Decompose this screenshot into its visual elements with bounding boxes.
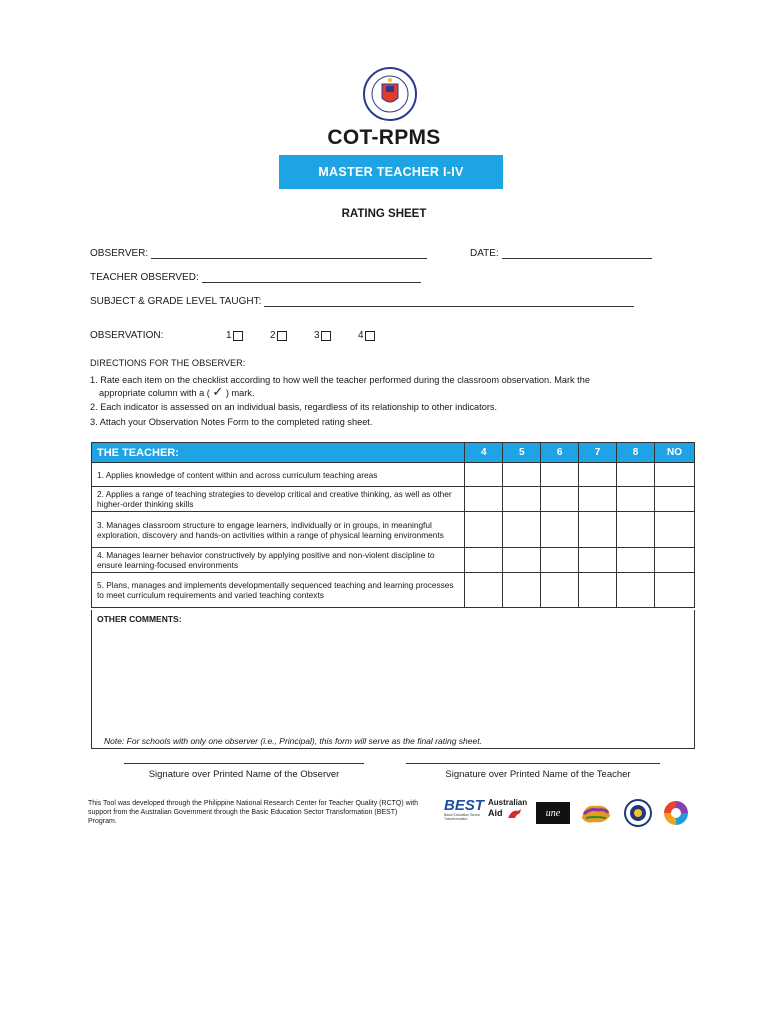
direction-text: appropriate column with a ( [99, 388, 210, 398]
rating-cell[interactable] [579, 463, 617, 487]
rating-cell[interactable] [579, 573, 617, 608]
rating-cell[interactable] [654, 463, 694, 487]
rating-cell[interactable] [465, 548, 503, 573]
une-logo-text: une [545, 807, 561, 819]
rating-cell[interactable] [465, 512, 503, 548]
observation-option-label: 1 [226, 330, 232, 341]
rctq-seal-logo [622, 798, 654, 828]
observation-option-1[interactable] [226, 330, 270, 341]
direction-item-3: 3. Attach your Observation Notes Form to the completed rating sheet. [90, 417, 373, 427]
observer-signature-line[interactable] [124, 763, 364, 764]
rating-cell[interactable] [617, 573, 655, 608]
une-logo [536, 802, 570, 824]
rating-cell[interactable] [617, 512, 655, 548]
rating-cell[interactable] [503, 512, 541, 548]
subject-grade-input-line[interactable] [264, 297, 634, 307]
directions-heading: DIRECTIONS FOR THE OBSERVER: [90, 358, 246, 368]
best-logo-text: BEST [444, 797, 485, 814]
rating-cell[interactable] [617, 463, 655, 487]
direction-item-1-cont [90, 384, 255, 399]
table-row [92, 487, 695, 512]
rating-cell[interactable] [541, 548, 579, 573]
rating-cell[interactable] [465, 463, 503, 487]
indicator-4: 4. Manages learner behavior constructively by applying positive and non-violent discipline to ensure learning-focused environments [92, 548, 465, 573]
direction-text: ) mark. [225, 388, 255, 398]
page-title: COT-RPMS [327, 126, 441, 149]
header-score-7: 7 [579, 443, 617, 463]
rating-cell[interactable] [579, 487, 617, 512]
indicator-5: 5. Plans, manages and implements developmentally sequenced teaching and learning processes to meet curriculum requirements and varied teaching contexts [92, 573, 465, 608]
partner-swirl-logo [660, 798, 692, 828]
teacher-signature-line[interactable] [406, 763, 660, 764]
header-score-5: 5 [503, 443, 541, 463]
checkmark-icon: ✓ [212, 384, 224, 399]
date-field[interactable] [470, 248, 652, 259]
rating-cell[interactable] [503, 548, 541, 573]
rating-cell[interactable] [503, 487, 541, 512]
aid-logo-row [488, 807, 532, 819]
checkbox[interactable] [233, 331, 243, 341]
directions-block [90, 357, 690, 431]
deped-seal-logo [355, 66, 425, 122]
subject-grade-field[interactable] [90, 296, 634, 307]
observation-option-2[interactable] [270, 330, 314, 341]
rating-cell[interactable] [654, 512, 694, 548]
kangaroo-icon [506, 807, 524, 819]
rating-cell[interactable] [541, 573, 579, 608]
indicator-3: 3. Manages classroom structure to engage learners, individually or in groups, in meaningful exploration, discovery and hands-on activities within a range of physical learning environments [92, 512, 465, 548]
other-comments-label: OTHER COMMENTS: [97, 614, 182, 624]
rating-cell[interactable] [654, 548, 694, 573]
direction-item-1 [90, 374, 690, 399]
header-no: NO [654, 443, 694, 463]
rating-cell[interactable] [541, 463, 579, 487]
position-banner: MASTER TEACHER I-IV [279, 155, 503, 189]
rating-cell[interactable] [465, 487, 503, 512]
header-score-6: 6 [541, 443, 579, 463]
rating-cell[interactable] [617, 548, 655, 573]
best-logo [444, 798, 484, 828]
observation-row [90, 330, 402, 341]
aid-logo-line-1: Australian [488, 798, 528, 807]
observation-option-label: 2 [270, 330, 276, 341]
sheet-subtitle: RATING SHEET [341, 208, 427, 220]
observer-label: OBSERVER: [90, 248, 149, 259]
date-label: DATE: [470, 248, 499, 259]
australian-aid-logo [488, 798, 532, 828]
checkbox[interactable] [277, 331, 287, 341]
best-logo-subtext: Basic Education Sector Transformation [444, 813, 481, 821]
observation-option-label: 3 [314, 330, 320, 341]
header-score-4: 4 [465, 443, 503, 463]
subject-grade-label: SUBJECT & GRADE LEVEL TAUGHT: [90, 296, 262, 307]
rating-cell[interactable] [654, 573, 694, 608]
teacher-observed-field[interactable] [90, 272, 421, 283]
indicator-1: 1. Applies knowledge of content within and across curriculum teaching areas [92, 463, 465, 487]
teacher-observed-label: TEACHER OBSERVED: [90, 272, 199, 283]
teacher-observed-input-line[interactable] [202, 273, 421, 283]
observation-option-3[interactable] [314, 330, 358, 341]
observation-option-4[interactable] [358, 330, 402, 341]
observer-signature-label: Signature over Printed Name of the Observer [148, 769, 340, 780]
rating-cell[interactable] [541, 512, 579, 548]
other-comments-box[interactable] [91, 610, 695, 749]
rating-cell[interactable] [617, 487, 655, 512]
observer-field[interactable] [90, 248, 427, 259]
simard-logo [578, 798, 614, 828]
rating-cell[interactable] [465, 573, 503, 608]
rating-cell[interactable] [579, 512, 617, 548]
rating-cell[interactable] [541, 487, 579, 512]
single-observer-note: Note: For schools with only one observer (i.e., Principal), this form will serve as the final rating sheet. [104, 736, 482, 746]
observation-option-label: 4 [358, 330, 364, 341]
table-row [92, 548, 695, 573]
rating-cell[interactable] [503, 463, 541, 487]
indicator-2: 2. Applies a range of teaching strategies to develop critical and creative thinking, as well as other higher-order thinking skills [92, 487, 465, 512]
rating-table [91, 442, 695, 608]
rating-cell[interactable] [579, 548, 617, 573]
observation-label: OBSERVATION: [90, 330, 164, 341]
direction-item-1-text: 1. Rate each item on the checklist according to how well the teacher performed during the classroom observation. Mark the [90, 375, 590, 385]
header-score-8: 8 [617, 443, 655, 463]
table-row [92, 573, 695, 608]
checkbox[interactable] [365, 331, 375, 341]
date-input-line[interactable] [502, 249, 652, 259]
rating-cell[interactable] [654, 487, 694, 512]
checkbox[interactable] [321, 331, 331, 341]
observer-input-line[interactable] [151, 249, 427, 259]
table-row [92, 512, 695, 548]
direction-item-2: 2. Each indicator is assessed on an individual basis, regardless of its relationship to other indicators. [90, 402, 498, 412]
teacher-signature-label: Signature over Printed Name of the Teacher [445, 769, 631, 780]
table-header-row [92, 443, 695, 463]
footer-credit-text: This Tool was developed through the Philippine National Research Center for Teacher Quality (RCTQ) with support from the Australian Government through the Basic Education Sector Transformation (BEST) Program. [88, 800, 419, 825]
header-the-teacher: THE TEACHER: [92, 443, 465, 463]
table-row [92, 463, 695, 487]
aid-logo-line-2: Aid [488, 808, 503, 818]
rating-cell[interactable] [503, 573, 541, 608]
